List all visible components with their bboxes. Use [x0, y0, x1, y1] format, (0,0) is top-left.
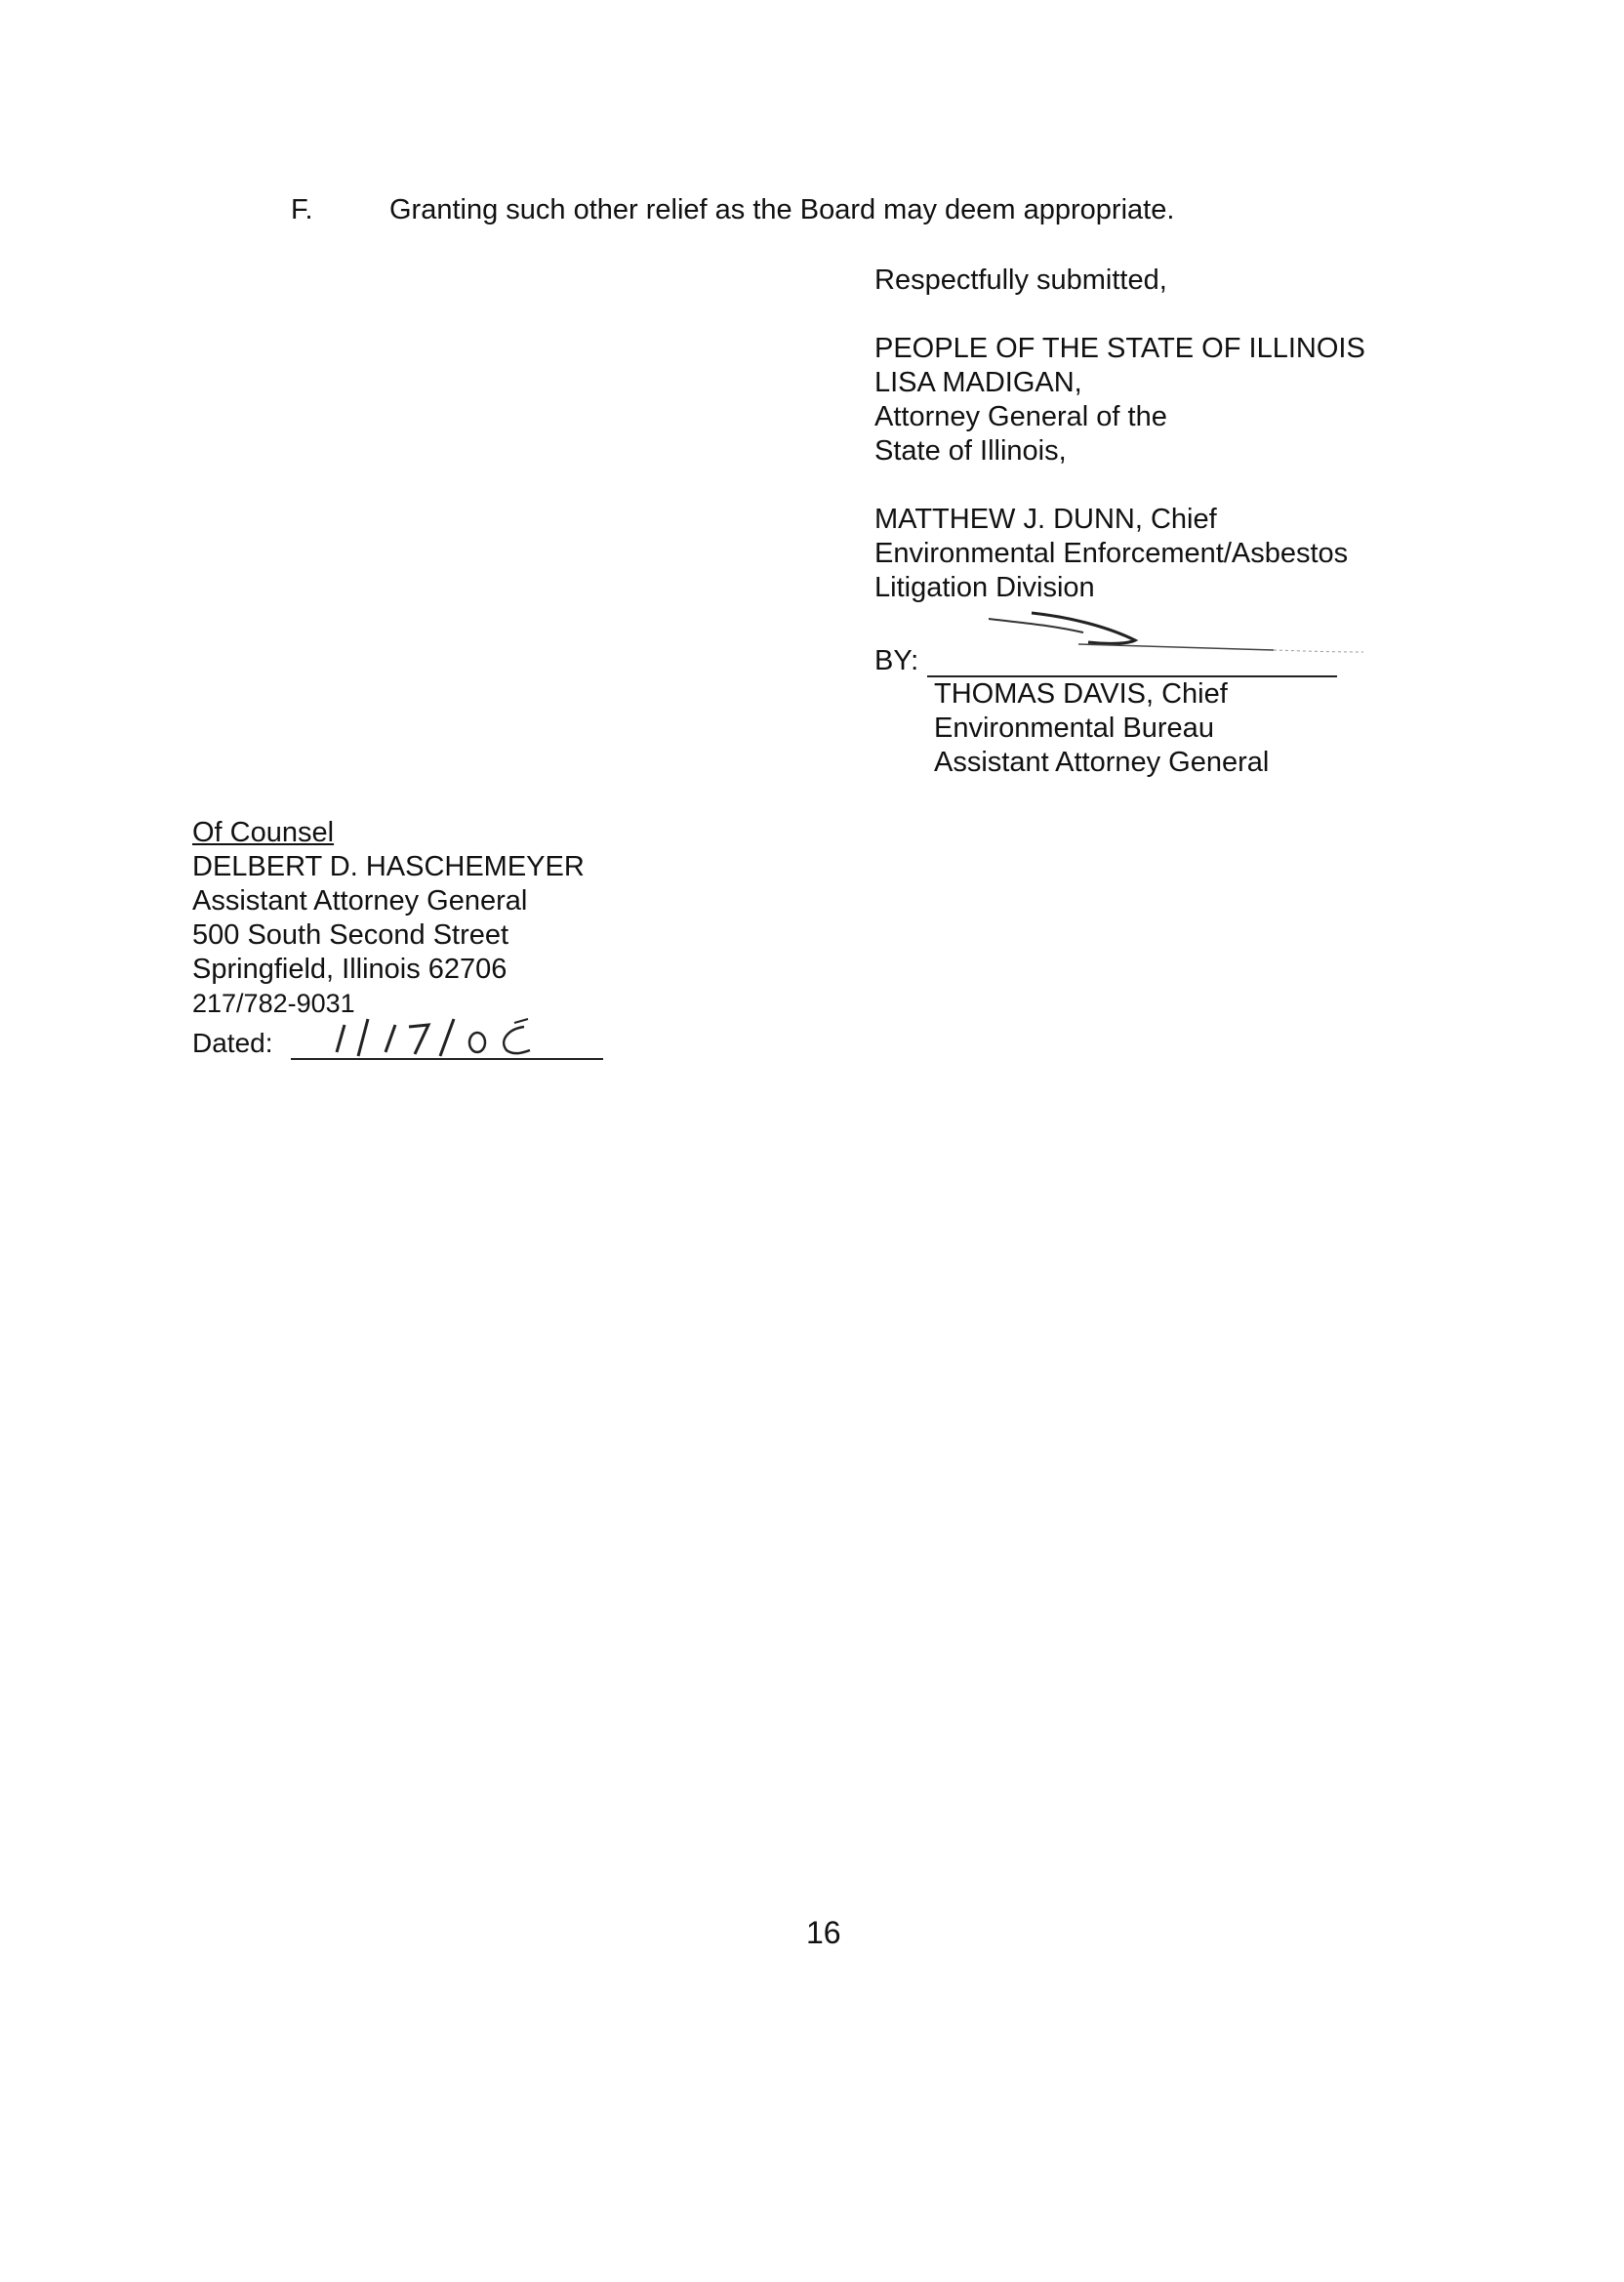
dated-label: Dated: — [192, 1028, 273, 1058]
party-line: LISA MADIGAN, — [874, 367, 1082, 398]
counsel-phone: 217/782-9031 — [192, 989, 355, 1018]
page-number: 16 — [806, 1915, 841, 1950]
handwritten-signature — [981, 605, 1371, 673]
signer-line: Assistant Attorney General — [934, 747, 1270, 778]
signer-line: Environmental Bureau — [934, 713, 1214, 744]
party-line: State of Illinois, — [874, 435, 1067, 467]
division-line: MATTHEW J. DUNN, Chief — [874, 504, 1217, 535]
handwritten-date — [307, 1005, 581, 1062]
salutation: Respectfully submitted, — [874, 265, 1167, 296]
counsel-line: 500 South Second Street — [192, 919, 509, 951]
signer-line: THOMAS DAVIS, Chief — [934, 678, 1228, 710]
counsel-line: Springfield, Illinois 62706 — [192, 954, 508, 985]
paragraph-text: Granting such other relief as the Board may deem appropriate. — [389, 194, 1175, 225]
dated-line — [291, 1058, 603, 1060]
counsel-heading: Of Counsel — [192, 817, 335, 848]
party-line: PEOPLE OF THE STATE OF ILLINOIS — [874, 333, 1365, 364]
party-line: Attorney General of the — [874, 401, 1167, 432]
division-line: Environmental Enforcement/Asbestos — [874, 538, 1349, 569]
by-label: BY: — [874, 645, 919, 676]
counsel-line: DELBERT D. HASCHEMEYER — [192, 851, 585, 882]
counsel-line: Assistant Attorney General — [192, 885, 528, 917]
paragraph-letter: F. — [291, 194, 313, 225]
division-line: Litigation Division — [874, 572, 1095, 603]
